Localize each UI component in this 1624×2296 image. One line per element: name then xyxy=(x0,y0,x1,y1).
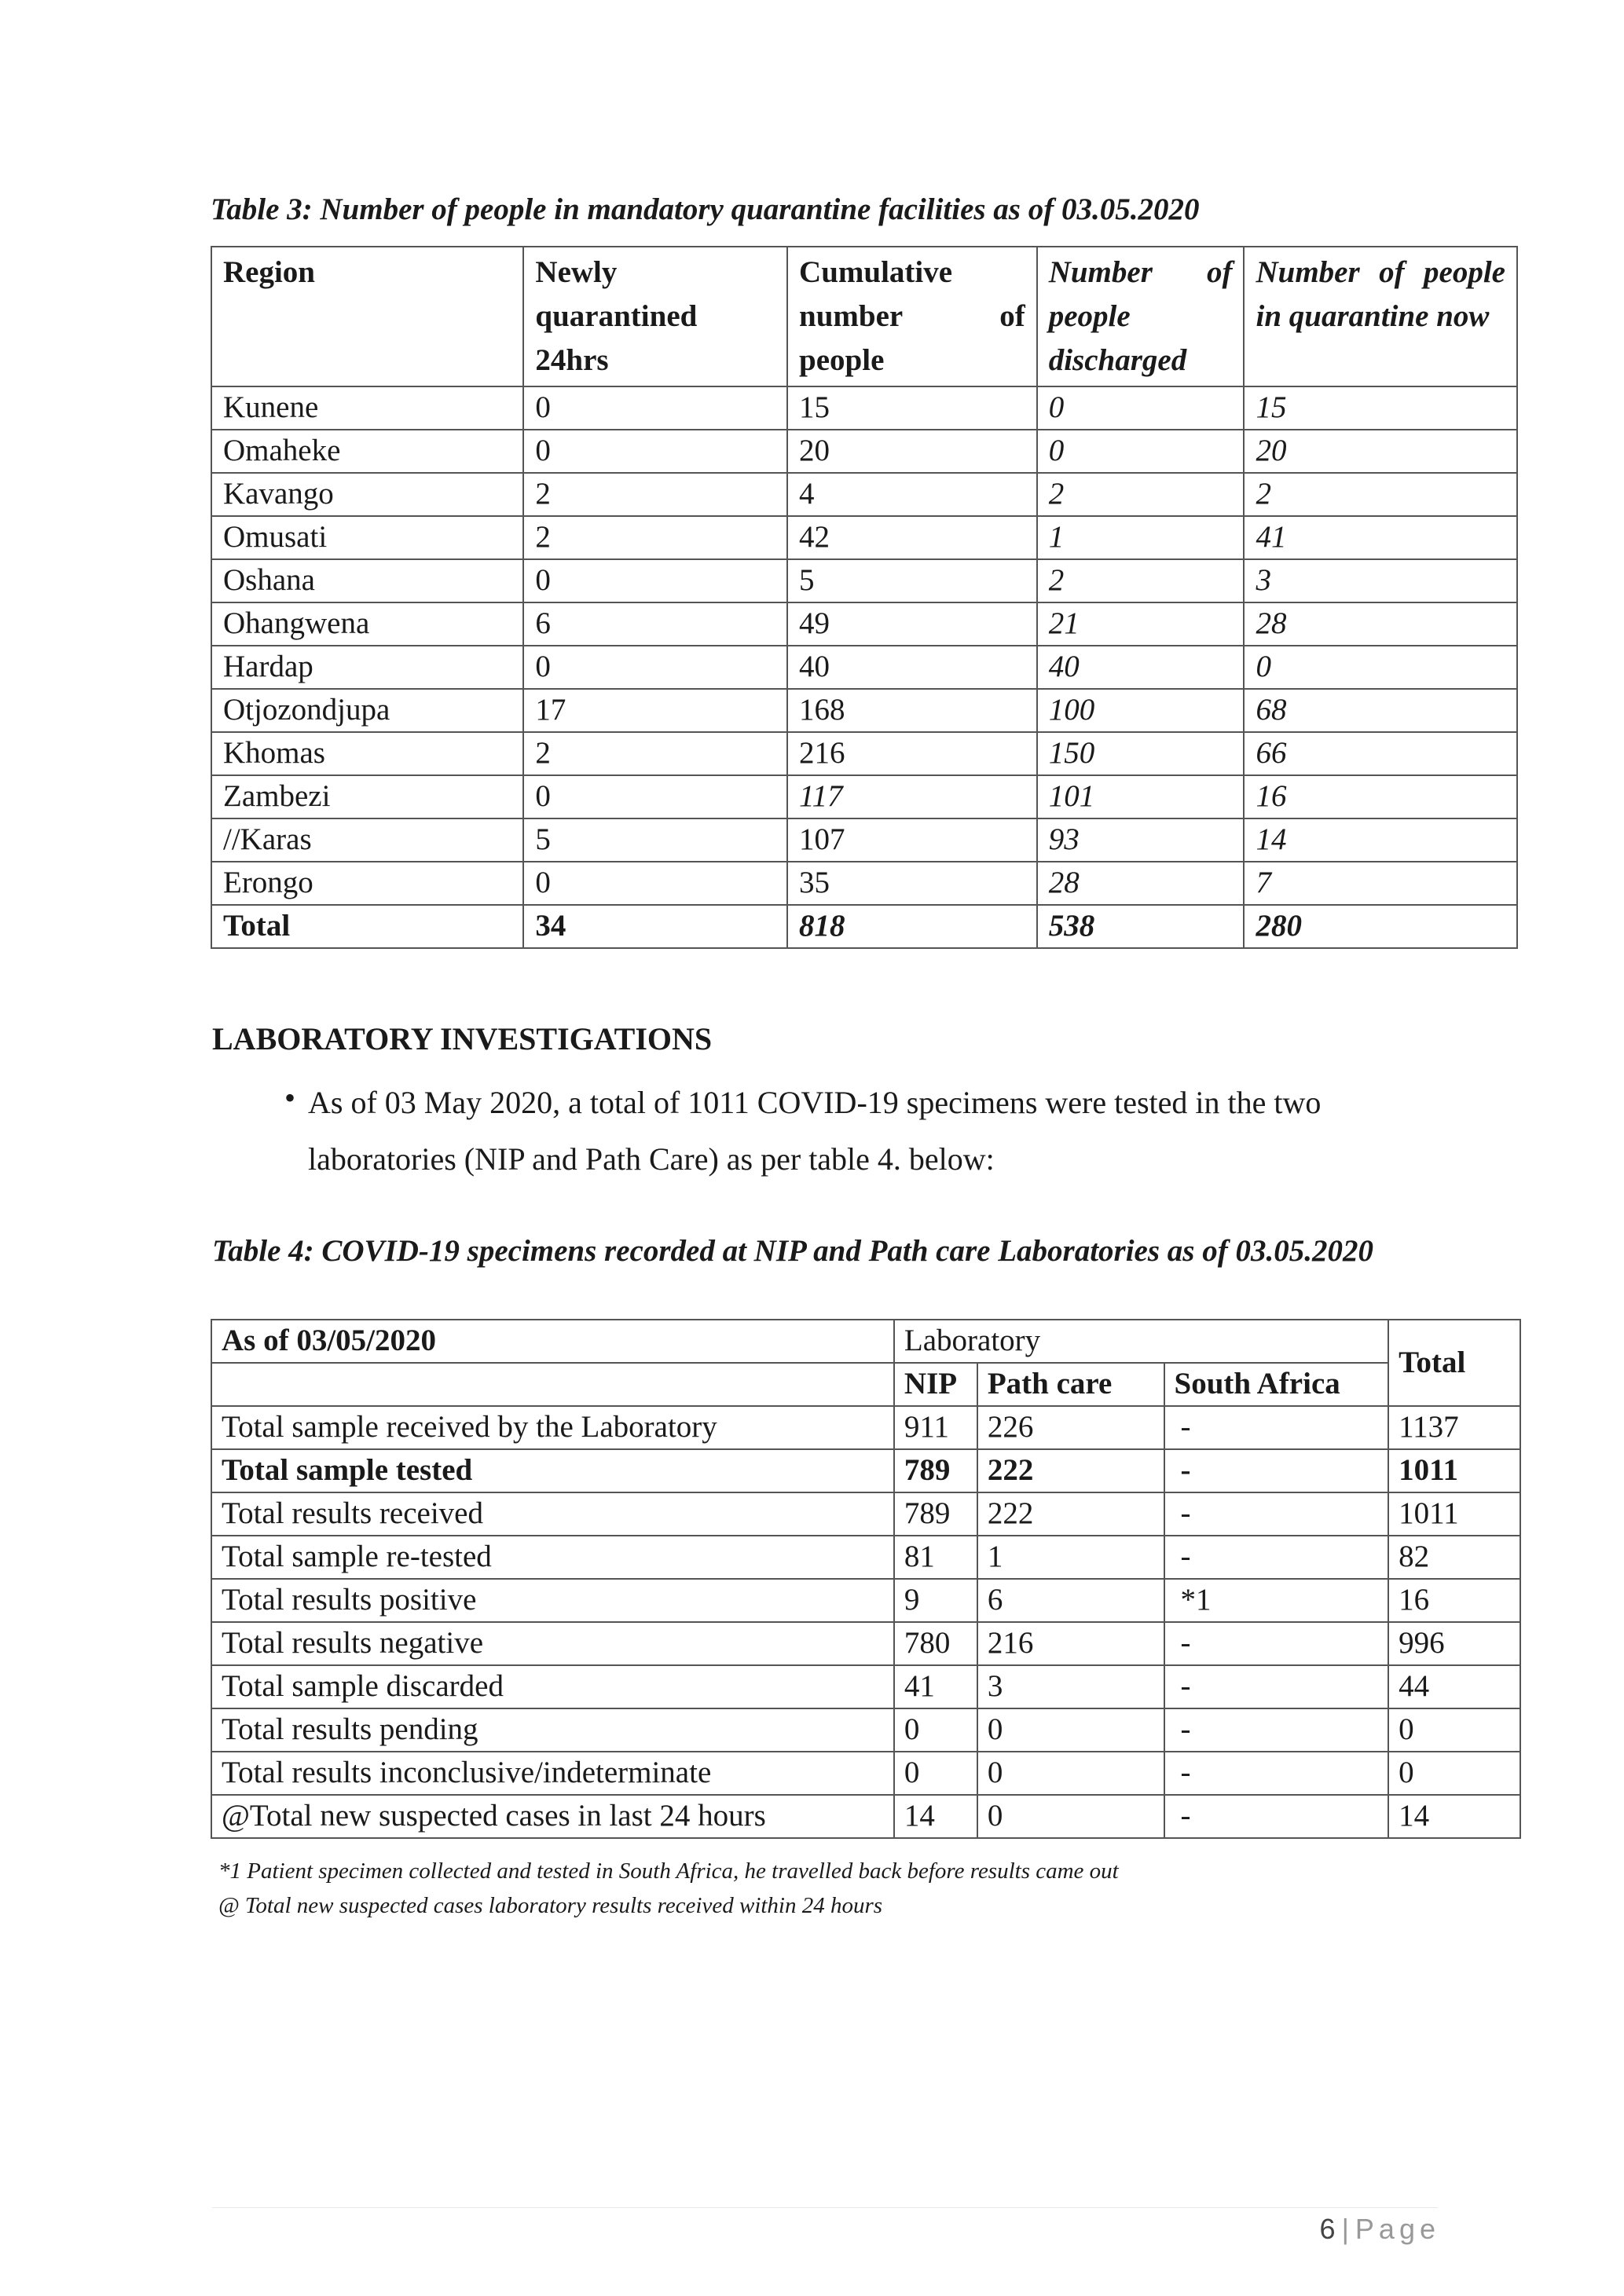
page-number: 6 xyxy=(1319,2213,1336,2245)
table-cell: 93 xyxy=(1037,818,1245,862)
table-cell: Total sample received by the Laboratory xyxy=(211,1406,894,1449)
table-cell: 0 xyxy=(523,775,787,818)
table-cell: 40 xyxy=(787,646,1037,689)
table-cell: 2 xyxy=(1244,473,1517,516)
table-cell: 14 xyxy=(1244,818,1517,862)
table-cell: 6 xyxy=(977,1579,1164,1622)
table-row xyxy=(211,732,1517,775)
table-cell: 0 xyxy=(1037,430,1245,473)
table-cell: 0 xyxy=(1244,646,1517,689)
total-header: Total xyxy=(1388,1320,1520,1406)
table-cell: 2 xyxy=(523,732,787,775)
table-row xyxy=(211,1536,1520,1579)
table-cell: 15 xyxy=(787,386,1037,430)
table-cell: 4 xyxy=(787,473,1037,516)
table-cell: 17 xyxy=(523,689,787,732)
table-row xyxy=(211,386,1517,430)
table-row xyxy=(211,1752,1520,1795)
table-cell: 2 xyxy=(1037,473,1245,516)
table-cell: Omusati xyxy=(211,516,523,559)
table-cell: Erongo xyxy=(211,862,523,905)
quarantine-table xyxy=(211,246,1518,949)
section-heading: LABORATORY INVESTIGATIONS xyxy=(212,1021,713,1056)
table-cell: - xyxy=(1164,1795,1389,1838)
table-row xyxy=(211,1492,1520,1536)
table-cell: - xyxy=(1164,1492,1389,1536)
table-cell: - xyxy=(1164,1536,1389,1579)
table-cell: 818 xyxy=(787,905,1037,948)
table-cell: - xyxy=(1164,1708,1389,1752)
table-cell: Zambezi xyxy=(211,775,523,818)
table-cell: 216 xyxy=(787,732,1037,775)
table-cell: 780 xyxy=(894,1622,977,1665)
table-cell: 789 xyxy=(894,1492,977,1536)
column-header-cumulative: Cumulative number of people xyxy=(787,247,1037,386)
table-cell: Total results positive xyxy=(211,1579,894,1622)
table-cell: 1 xyxy=(977,1536,1164,1579)
column-header-newly-quarantined: Newly quarantined 24hrs xyxy=(523,247,787,386)
table-cell: 34 xyxy=(523,905,787,948)
table-cell: Omaheke xyxy=(211,430,523,473)
table-row xyxy=(211,430,1517,473)
table-cell: Total results inconclusive/indeterminate xyxy=(211,1752,894,1795)
table-cell: - xyxy=(1164,1752,1389,1795)
table-cell: 42 xyxy=(787,516,1037,559)
table-cell: 66 xyxy=(1244,732,1517,775)
table-cell: 41 xyxy=(894,1665,977,1708)
table-cell: 3 xyxy=(1244,559,1517,602)
table-cell: 28 xyxy=(1037,862,1245,905)
table-row xyxy=(211,1449,1520,1492)
table-cell: //Karas xyxy=(211,818,523,862)
nip-header: NIP xyxy=(894,1363,977,1406)
table-row xyxy=(211,689,1517,732)
path-care-header: Path care xyxy=(977,1363,1164,1406)
table-cell: 538 xyxy=(1037,905,1245,948)
table-cell: 168 xyxy=(787,689,1037,732)
table-cell: 82 xyxy=(1388,1536,1520,1579)
footnote: @ Total new suspected cases laboratory results received within 24 hours xyxy=(218,1893,883,1918)
table-cell: 15 xyxy=(1244,386,1517,430)
as-of-header: As of 03/05/2020 xyxy=(211,1320,894,1363)
table-row xyxy=(211,602,1517,646)
table-cell: Oshana xyxy=(211,559,523,602)
table-cell: 20 xyxy=(1244,430,1517,473)
table-cell: 28 xyxy=(1244,602,1517,646)
laboratory-table xyxy=(211,1319,1521,1839)
table-total-row xyxy=(211,905,1517,948)
table-cell: 20 xyxy=(787,430,1037,473)
table-cell: 1 xyxy=(1037,516,1245,559)
table-cell: 6 xyxy=(523,602,787,646)
table-cell: 222 xyxy=(977,1449,1164,1492)
table-row xyxy=(211,862,1517,905)
table-cell: Total xyxy=(211,905,523,948)
table-cell: 9 xyxy=(894,1579,977,1622)
table-cell: 0 xyxy=(523,559,787,602)
table-cell: 0 xyxy=(977,1708,1164,1752)
table-cell: 222 xyxy=(977,1492,1164,1536)
table-cell: 0 xyxy=(523,430,787,473)
table-cell: 0 xyxy=(523,862,787,905)
table-cell: - xyxy=(1164,1406,1389,1449)
table-cell: 0 xyxy=(894,1752,977,1795)
table-row xyxy=(211,646,1517,689)
table-cell: Khomas xyxy=(211,732,523,775)
bullet-icon: • xyxy=(284,1080,296,1115)
table-row xyxy=(211,1665,1520,1708)
table-row xyxy=(211,1622,1520,1665)
table-cell: 2 xyxy=(523,516,787,559)
table-row xyxy=(211,1708,1520,1752)
table-cell: 7 xyxy=(1244,862,1517,905)
table-header-row xyxy=(211,1320,1520,1363)
table-row xyxy=(211,1795,1520,1838)
table-cell: 2 xyxy=(523,473,787,516)
table-row xyxy=(211,818,1517,862)
bullet-item xyxy=(284,1075,1455,1188)
table-cell: Total results pending xyxy=(211,1708,894,1752)
table-cell: 40 xyxy=(1037,646,1245,689)
table-cell: - xyxy=(1164,1622,1389,1665)
table-cell: 1137 xyxy=(1388,1406,1520,1449)
table-cell: Otjozondjupa xyxy=(211,689,523,732)
table-cell: 5 xyxy=(787,559,1037,602)
table-cell: 35 xyxy=(787,862,1037,905)
table-cell: 1011 xyxy=(1388,1492,1520,1536)
table-cell: 0 xyxy=(1388,1752,1520,1795)
table-cell: Total results negative xyxy=(211,1622,894,1665)
table-cell: 0 xyxy=(523,386,787,430)
column-header-region: Region xyxy=(211,247,523,386)
table-cell: - xyxy=(1164,1665,1389,1708)
table-row xyxy=(211,1579,1520,1622)
table-cell: 226 xyxy=(977,1406,1164,1449)
table-cell: 44 xyxy=(1388,1665,1520,1708)
table-cell: 216 xyxy=(977,1622,1164,1665)
table-row xyxy=(211,516,1517,559)
table-cell: 3 xyxy=(977,1665,1164,1708)
table-cell: 1011 xyxy=(1388,1449,1520,1492)
column-header-in-quarantine: Number of people in quarantine now xyxy=(1244,247,1517,386)
page-footer xyxy=(1320,2213,1440,2246)
table-cell: 41 xyxy=(1244,516,1517,559)
table-cell: 68 xyxy=(1244,689,1517,732)
table-cell: Total sample discarded xyxy=(211,1665,894,1708)
table-cell: Total results received xyxy=(211,1492,894,1536)
table-row xyxy=(211,1406,1520,1449)
table-cell: 911 xyxy=(894,1406,977,1449)
footer-divider xyxy=(212,2207,1438,2208)
table-cell: 5 xyxy=(523,818,787,862)
bullet-text: As of 03 May 2020, a total of 1011 COVID-19 specimens were tested in the two laboratories (NIP and Path Care) as per table 4. below: xyxy=(308,1085,1322,1177)
table-header-row xyxy=(211,247,1517,386)
footnote: *1 Patient specimen collected and tested in South Africa, he travelled back before results came out xyxy=(218,1858,1119,1884)
table-cell: 0 xyxy=(977,1752,1164,1795)
table-cell: Ohangwena xyxy=(211,602,523,646)
column-header-discharged: Number of people discharged xyxy=(1037,247,1245,386)
table-cell: 789 xyxy=(894,1449,977,1492)
table-cell: 0 xyxy=(977,1795,1164,1838)
table-cell: Hardap xyxy=(211,646,523,689)
table-cell: 150 xyxy=(1037,732,1245,775)
laboratory-header: Laboratory xyxy=(894,1320,1388,1363)
table-cell: Kavango xyxy=(211,473,523,516)
table4-caption: Table 4: COVID-19 specimens recorded at NIP and Path care Laboratories as of 03.05.2020 xyxy=(212,1234,1373,1268)
table-cell: 117 xyxy=(787,775,1037,818)
table-cell: Total sample tested xyxy=(211,1449,894,1492)
table-cell: 81 xyxy=(894,1536,977,1579)
table-subheader-row xyxy=(211,1363,1520,1406)
table-cell: *1 xyxy=(1164,1579,1389,1622)
table-cell: 2 xyxy=(1037,559,1245,602)
table-cell: 101 xyxy=(1037,775,1245,818)
table-cell: 0 xyxy=(1037,386,1245,430)
south-africa-header: South Africa xyxy=(1164,1363,1389,1406)
table-cell: 996 xyxy=(1388,1622,1520,1665)
table-cell: Kunene xyxy=(211,386,523,430)
page-separator: | xyxy=(1341,2213,1349,2245)
table-cell: 49 xyxy=(787,602,1037,646)
table-cell: 14 xyxy=(1388,1795,1520,1838)
empty-header-cell xyxy=(211,1363,894,1406)
table-cell: 16 xyxy=(1244,775,1517,818)
table-cell: 0 xyxy=(1388,1708,1520,1752)
table-row xyxy=(211,559,1517,602)
table-cell: 0 xyxy=(894,1708,977,1752)
table-cell: Total sample re-tested xyxy=(211,1536,894,1579)
table3-caption: Table 3: Number of people in mandatory quarantine facilities as of 03.05.2020 xyxy=(211,192,1200,226)
page-label: Page xyxy=(1355,2213,1440,2245)
table-cell: 0 xyxy=(523,646,787,689)
table-cell: - xyxy=(1164,1449,1389,1492)
table-cell: 21 xyxy=(1037,602,1245,646)
table-row xyxy=(211,473,1517,516)
table-cell: 14 xyxy=(894,1795,977,1838)
table-cell: 16 xyxy=(1388,1579,1520,1622)
table-cell: 107 xyxy=(787,818,1037,862)
table-cell: 280 xyxy=(1244,905,1517,948)
table-cell: 100 xyxy=(1037,689,1245,732)
table-cell: @Total new suspected cases in last 24 hours xyxy=(211,1795,894,1838)
table-row xyxy=(211,775,1517,818)
